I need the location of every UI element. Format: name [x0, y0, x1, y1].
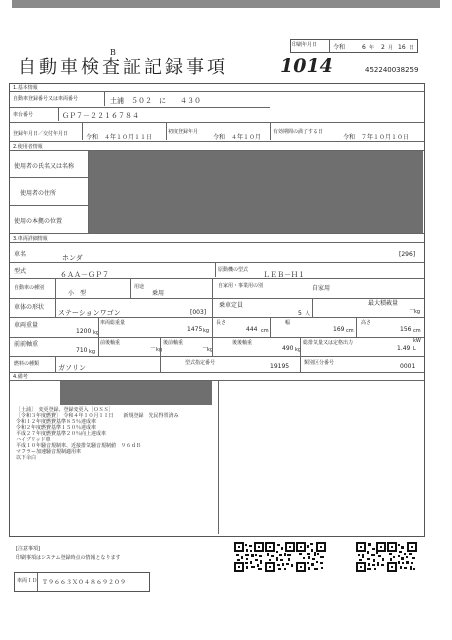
displacement-label: 総排気量又は定格出力 [303, 340, 354, 346]
first-reg-divider [166, 123, 167, 140]
fuel-value: ガソリン [58, 364, 86, 372]
vehicle-id-divider [37, 573, 38, 591]
fuel-label: 燃料の種類 [14, 361, 40, 367]
scan-top-bar [12, 0, 440, 8]
expiry-label: 有効期間の満了する日 [273, 129, 324, 135]
weight-value: 1200 [76, 328, 92, 335]
reg-bottom-line [10, 107, 270, 108]
page-title: 自動車検査証記録事項 [18, 57, 228, 78]
print-date-day-unit: 日 [409, 45, 415, 51]
print-date-divider [329, 40, 330, 52]
width-unit: cm [346, 328, 354, 334]
expiry-divider [270, 123, 271, 140]
note-line: 平成２７年度燃費基準２０％向上達成車 [16, 431, 107, 437]
notes-list [16, 407, 216, 461]
print-date-month-unit: 月 [388, 45, 394, 51]
length-unit: cm [261, 328, 269, 334]
kind-label: 自動車の種別 [14, 285, 45, 291]
gross-value: 1475 [187, 326, 203, 333]
section3-heading: 3.車両詳細情報 [13, 236, 48, 242]
fuel-divider [55, 357, 56, 372]
note-line: 平成１０年騒音規制車、近接排気騒音規制値 ９６ｄＢ [16, 443, 142, 449]
use-divider [130, 279, 131, 298]
gross-unit: kg [203, 328, 210, 334]
maker-label: 車名 [14, 251, 27, 258]
height-label: 高さ [361, 320, 372, 326]
front-rear-divider [98, 338, 99, 356]
max-load-divider [312, 299, 313, 317]
notes-heading: [注意事項] [16, 546, 40, 552]
use-value: 乗用 [152, 290, 165, 297]
use-label: 用途 [134, 284, 145, 290]
type-cert-divider [160, 357, 161, 372]
length-value: 444 [246, 326, 258, 333]
body-bottom-line [10, 317, 424, 318]
front-front-axle-label: 前前軸重 [14, 341, 39, 348]
chassis-label: 車台番号 [13, 112, 34, 118]
note-line: 令和１２年度燃費基準８５％達成車 [16, 419, 97, 425]
first-reg-value: 令和 ４年１０月 [213, 134, 262, 141]
qr-code-icon [356, 542, 386, 572]
gross-label: 車両総重量 [100, 320, 126, 326]
engine-label: 原動機の型式 [218, 267, 249, 273]
displacement-unit: L [413, 346, 416, 352]
reg-divider [104, 92, 105, 106]
private-value: 自家用 [312, 285, 331, 292]
max-load-label: 最大積載量 [368, 300, 399, 307]
displacement-divider [300, 338, 301, 356]
notes-text: 印刷事項はシステム登録時点の情報となります [16, 555, 121, 561]
print-date-year: 6 [362, 44, 366, 51]
type-cert-label: 型式指定番号 [185, 360, 216, 366]
width-label: 幅 [285, 320, 291, 326]
section3-bottom-line [10, 372, 424, 373]
displacement-value: 1.49 [397, 345, 411, 352]
rear-rear-axle-label: 後後軸重 [232, 340, 253, 346]
front-rear-axle-value: － [150, 345, 157, 352]
maker-value: ホンダ [62, 254, 83, 262]
reg-date-label: 登録年月日／交付年月日 [13, 131, 69, 137]
print-date-label: 印刷年月日 [292, 42, 318, 48]
rear-front-axle-unit: kg [207, 347, 214, 353]
axle-bottom-line [10, 356, 424, 357]
body-value: ステーションワゴン [58, 309, 121, 317]
maker-bottom-line [10, 262, 424, 263]
length-label: 長さ [216, 320, 227, 326]
reg-date-divider [82, 123, 83, 140]
width-value: 169 [333, 326, 345, 333]
front-front-axle-value: 710 [76, 347, 88, 354]
section4-heading: 4.備考 [13, 374, 28, 380]
user-address-label: 使用者の住所 [20, 190, 57, 197]
qr-code-icon [387, 542, 417, 572]
rear-front-axle-label: 後前軸重 [163, 340, 184, 346]
capacity-label: 乗車定員 [219, 302, 244, 309]
gross-divider [98, 318, 99, 337]
redacted-notes [60, 381, 212, 405]
vehicle-id-value: Ｔ９６６３Ｘ０４８６９２０９ [42, 579, 127, 586]
vehicle-id-label: 車両ＩＤ [17, 578, 38, 584]
user-name-label: 使用者の氏名又は名称 [14, 163, 75, 170]
private-label: 自家用・事業用の別 [218, 283, 264, 289]
body-label: 車体の形状 [14, 304, 45, 311]
maker-code: [296] [399, 251, 416, 258]
rear-rear-axle-unit: kg [295, 347, 302, 353]
class-divider [300, 357, 301, 372]
model-label: 型式 [14, 268, 27, 275]
max-load-value: － [409, 307, 416, 314]
qr-code-icon [234, 542, 264, 572]
note-line: ［令和３年度燃費］ 令和４年１０月１１日 新規登録 先民得票済み [16, 413, 179, 419]
note-line: マフラー加速騒音規制適用車 [16, 449, 82, 455]
reg-number-label: 自動車登録番号又は車両番号 [13, 96, 79, 102]
type-cert-value: 19195 [270, 363, 290, 370]
rear-rear-axle-value: 490 [282, 345, 294, 352]
displacement-unit-kw: kW [413, 338, 421, 344]
width-divider [270, 318, 271, 337]
section1-bottom-line [10, 141, 424, 142]
base-location-label: 使用の本拠の位置 [14, 218, 63, 225]
chassis-bottom-line [10, 122, 424, 123]
kind-bottom-line [10, 298, 424, 299]
capacity-value: 5 [298, 310, 302, 317]
length-divider [212, 318, 213, 337]
engine-value: ＬＥＢ－Ｈ１ [263, 271, 305, 279]
serial-number: 452240038259 [365, 66, 419, 74]
body-code: [003] [190, 309, 207, 316]
section3-top-line [10, 242, 424, 243]
front-front-axle-unit: kg [89, 349, 96, 355]
print-date-year-unit: 年 [369, 45, 375, 51]
rear-rear-divider [212, 338, 213, 356]
note-line: ハイブリッド車 [16, 437, 51, 443]
kind-divider [55, 279, 56, 298]
weight-unit: kg [93, 330, 100, 336]
capacity-divider [212, 299, 213, 317]
class-label: 類別区分番号 [304, 360, 335, 366]
redacted-user-info [89, 151, 423, 233]
print-date-era: 令和 [333, 44, 346, 51]
height-unit: cm [413, 328, 421, 334]
weight-bottom-line [10, 337, 424, 338]
qr-code-icon [265, 542, 295, 572]
section2-heading: 2.使用者情報 [13, 144, 43, 150]
kind-value: 小 型 [68, 290, 87, 297]
note-line: 令和２年度燃費基準１５０％達成車 [16, 425, 97, 431]
max-load-unit: kg [414, 309, 421, 315]
user-row-line-1 [10, 177, 88, 178]
weight-label: 車両重量 [14, 322, 39, 329]
section2-bottom-line [10, 233, 424, 234]
chassis-divider [58, 108, 59, 121]
chassis-value: ＧＰ７－２２１６７８４ [62, 112, 139, 120]
reg-date-value: 令和 ４年１０月１１日 [86, 134, 153, 141]
user-row-line-2 [10, 205, 88, 206]
handwritten-number: 1014 [280, 55, 333, 77]
engine-divider [215, 263, 216, 277]
height-divider [356, 318, 357, 337]
private-divider [212, 279, 213, 298]
note-line: 以下余白 [16, 455, 37, 461]
front-rear-axle-unit: kg [156, 347, 163, 353]
section1-top-line [10, 91, 424, 92]
rear-front-axle-value: － [202, 345, 209, 352]
section1-heading: 1.基本情報 [13, 85, 38, 91]
notes-center-divider [218, 381, 219, 534]
class-value: 0001 [400, 363, 416, 370]
note-line: ［土浦］ 変更登録、登録変更入［ＯＳＳ］ [16, 407, 114, 413]
height-value: 156 [400, 326, 412, 333]
first-reg-label: 初度登録年月 [168, 129, 199, 135]
print-date-month: 2 [381, 44, 385, 51]
capacity-unit: 人 [305, 311, 311, 317]
model-bottom-line [10, 278, 424, 279]
model-value: ６ＡＡ－ＧＰ７ [60, 271, 109, 279]
body-divider [55, 299, 56, 317]
front-rear-axle-label: 前後軸重 [100, 340, 121, 346]
rear-front-divider [160, 338, 161, 356]
qr-code-icon [296, 542, 326, 572]
print-date-day: 16 [398, 44, 406, 51]
b-mark: B [110, 48, 116, 57]
reg-number-value: 土浦 ５０２ に ４３０ [110, 97, 201, 105]
expiry-value: 令和 ７年１０月１０日 [343, 134, 410, 141]
